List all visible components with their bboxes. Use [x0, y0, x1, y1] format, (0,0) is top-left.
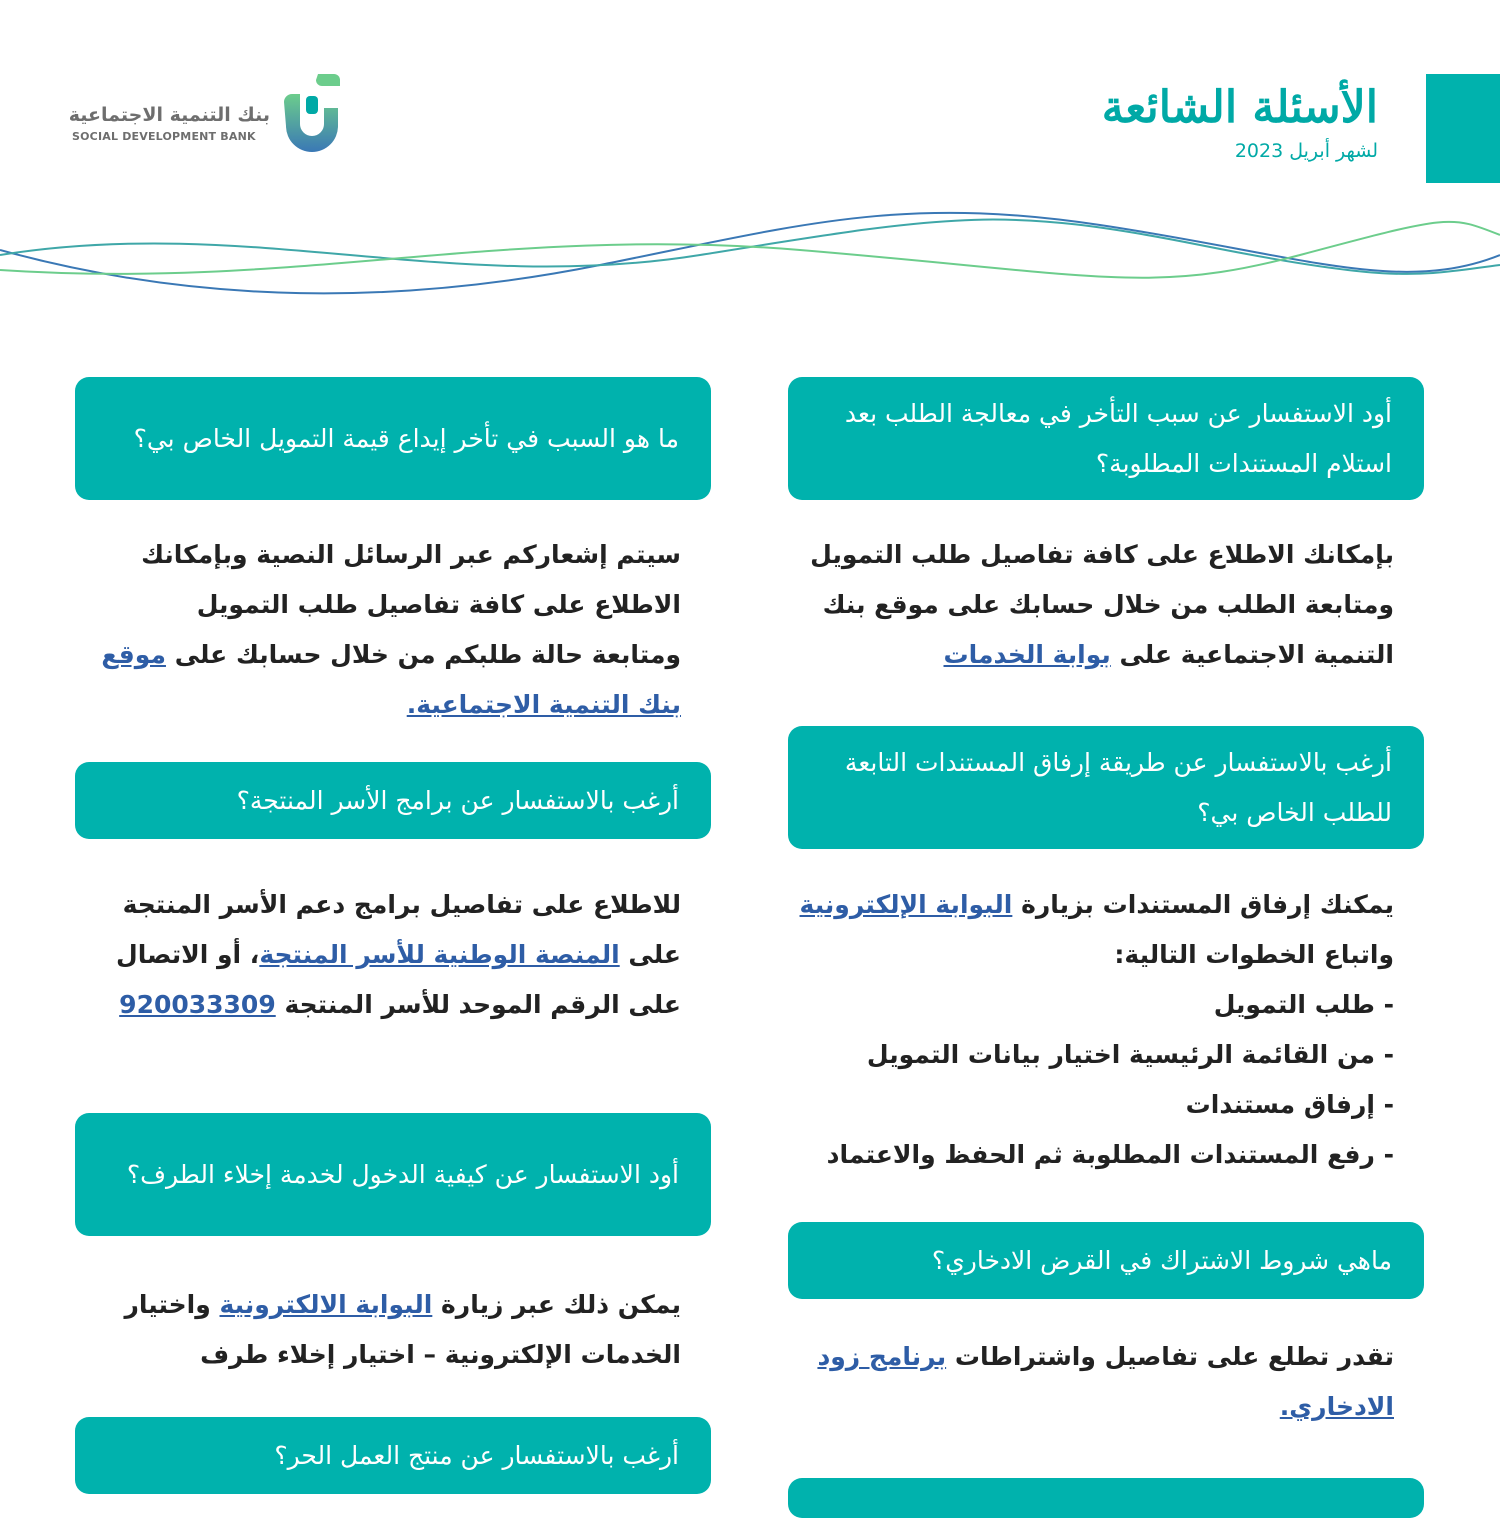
faq-question-delay-processing[interactable]: أود الاستفسار عن سبب التأخر في معالجة الطلب بعد استلام المستندات المطلوبة؟ — [788, 377, 1424, 500]
faq-answer-attach-documents: يمكنك إرفاق المستندات بزيارة البوابة الإلكترونية واتباع الخطوات التالية: - طلب التمويل - من القائمة الرئيسية اختيار بيانات التمويل - إرفاق مستندات - رفع المستندات المطلوبة ثم الحفظ والاعتماد — [790, 880, 1394, 1180]
logo-english-text: SOCIAL DEVELOPMENT BANK — [72, 130, 256, 143]
faq-question-funding-deposit[interactable]: ما هو السبب في تأخر إيداع قيمة التمويل الخاص بي؟ — [75, 377, 711, 500]
phone-number-link[interactable]: 920033309 — [119, 990, 276, 1019]
step-item: - إرفاق مستندات — [1185, 1090, 1394, 1119]
page-title: الأسئلة الشائعة — [1101, 82, 1378, 133]
faq-question-freelance[interactable]: أرغب بالاستفسار عن منتج العمل الحر؟ — [75, 1417, 711, 1494]
step-item: - طلب التمويل — [1213, 990, 1394, 1019]
decorative-waves — [0, 195, 1500, 305]
header-accent-block — [1426, 74, 1500, 183]
faq-answer-delay-processing: بإمكانك الاطلاع على كافة تفاصيل طلب التمويل ومتابعة الطلب من خلال حسابك على موقع بنك التنمية الاجتماعية على بوابة الخدمات — [810, 540, 1394, 669]
faq-question-next[interactable] — [788, 1478, 1424, 1518]
zowd-program-link[interactable]: برنامج زود الادخاري. — [817, 1342, 1394, 1421]
faq-question-productive-families[interactable]: أرغب بالاستفسار عن برامج الأسر المنتجة؟ — [75, 762, 711, 839]
bank-logo — [68, 72, 342, 160]
header — [1102, 80, 1378, 162]
bank-website-link[interactable]: موقع بنك التنمية الاجتماعية. — [101, 640, 681, 719]
faq-answer-funding-deposit: سيتم إشعاركم عبر الرسائل النصية وبإمكانك الاطلاع على كافة تفاصيل طلب التمويل ومتابعة حالة طلبكم من خلال حسابك على موقع بنك التنمية الاجتماعية. — [101, 540, 681, 719]
services-portal-link[interactable]: بوابة الخدمات — [943, 640, 1111, 669]
faq-question-savings-loan[interactable]: ماهي شروط الاشتراك في القرض الادخاري؟ — [788, 1222, 1424, 1299]
faq-answer-productive-families: للاطلاع على تفاصيل برامج دعم الأسر المنتجة على المنصة الوطنية للأسر المنتجة، أو الاتصال على الرقم الموحد للأسر المنتجة 920033309 — [116, 890, 681, 1019]
productive-families-platform-link[interactable]: المنصة الوطنية للأسر المنتجة — [259, 940, 620, 969]
faq-question-attach-documents[interactable]: أرغب بالاستفسار عن طريقة إرفاق المستندات التابعة للطلب الخاص بي؟ — [788, 726, 1424, 849]
step-item: - رفع المستندات المطلوبة ثم الحفظ والاعتماد — [826, 1140, 1394, 1169]
logo-arabic-text: بنك التنمية الاجتماعية — [68, 104, 270, 126]
faq-question-clearance-service[interactable]: أود الاستفسار عن كيفية الدخول لخدمة إخلاء الطرف؟ — [75, 1113, 711, 1236]
page-subtitle: لشهر أبريل 2023 — [1234, 140, 1378, 162]
step-item: - من القائمة الرئيسية اختيار بيانات التمويل — [866, 1040, 1394, 1069]
faq-answer-savings-loan: تقدر تطلع على تفاصيل واشتراطات برنامج زود الادخاري. — [817, 1342, 1394, 1421]
logo-mark-icon — [280, 72, 344, 156]
e-portal-link[interactable]: البوابة الإلكترونية — [799, 890, 1013, 919]
e-portal-link[interactable]: البوابة الالكترونية — [219, 1290, 433, 1319]
faq-answer-clearance-service: يمكن ذلك عبر زيارة البوابة الالكترونية واختيار الخدمات الإلكترونية – اختيار إخلاء طرف — [124, 1290, 681, 1369]
